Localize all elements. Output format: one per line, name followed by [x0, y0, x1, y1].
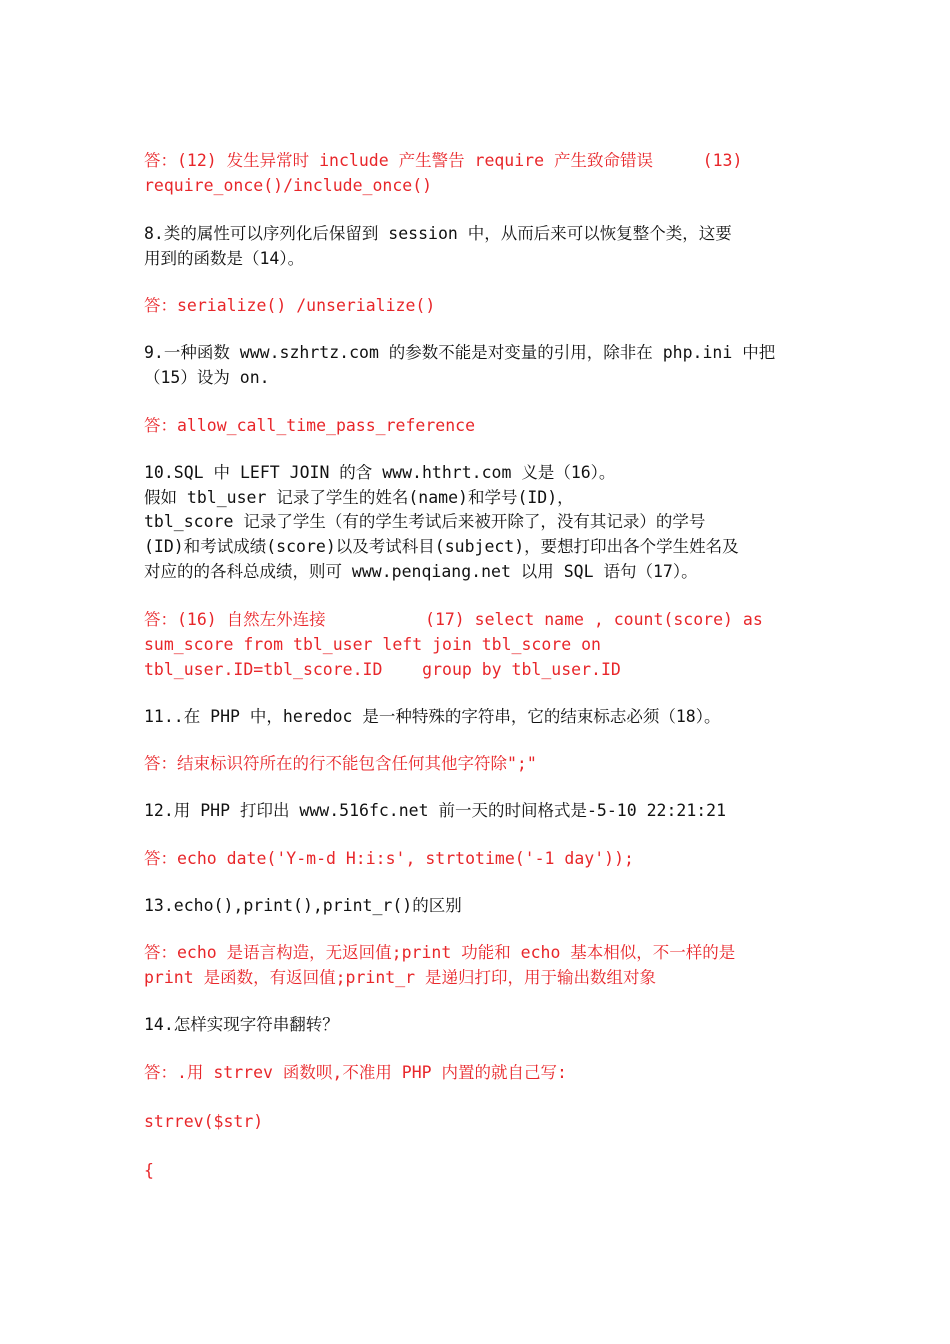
question-12: 12.用 PHP 打印出 www.516fc.net 前一天的时间格式是-5-10 22:21:21	[144, 801, 727, 820]
code-line-function: strrev($str)	[144, 1112, 264, 1131]
answer-14: 答：serialize() /unserialize()	[144, 296, 436, 315]
code-line-brace: {	[144, 1161, 154, 1180]
question-10-line-5: 对应的的各科总成绩，则可 www.penqiang.net 以用 SQL 语句（17）。	[144, 562, 698, 581]
question-10-line-4: (ID)和考试成绩(score)以及考试科目(subject)，要想打印出各个学生姓名及	[144, 537, 739, 556]
question-8-line-2: 用到的函数是（14）。	[144, 249, 305, 268]
answer-16-17-line-1: 答：(16) 自然左外连接 (17) select name , count(score) as	[144, 610, 763, 629]
answer-12-13-line-1: 答：(12) 发生异常时 include 产生警告 require 产生致命错误 (13)	[144, 151, 743, 170]
answer-16-17-line-3: tbl_user.ID=tbl_score.ID group by tbl_user.ID	[144, 660, 621, 679]
question-11: 11..在 PHP 中，heredoc 是一种特殊的字符串，它的结束标志必须（18）。	[144, 707, 721, 726]
answer-12-13-line-2: require_once()/include_once()	[144, 176, 433, 195]
answer-13-line-1: 答：echo 是语言构造，无返回值;print 功能和 echo 基本相似，不一样的是	[144, 943, 736, 962]
question-10-line-3: tbl_score 记录了学生（有的学生考试后来被开除了，没有其记录）的学号	[144, 512, 706, 531]
answer-13-line-2: print 是函数，有返回值;print_r 是递归打印，用于输出数组对象	[144, 968, 657, 987]
question-13: 13.echo(),print(),print_r()的区别	[144, 896, 462, 915]
question-8-line-1: 8.类的属性可以序列化后保留到 session 中，从而后来可以恢复整个类，这要	[144, 224, 732, 243]
question-14: 14.怎样实现字符串翻转？	[144, 1015, 339, 1034]
question-9-line-2: （15）设为 on.	[144, 368, 270, 387]
answer-14-intro: 答：.用 strrev 函数呗,不准用 PHP 内置的就自己写:	[144, 1063, 567, 1082]
answer-16-17-line-2: sum_score from tbl_user left join tbl_score on	[144, 635, 601, 654]
answer-12: 答：echo date('Y-m-d H:i:s', strtotime('-1 day'));	[144, 849, 634, 868]
answer-15: 答：allow_call_time_pass_reference	[144, 416, 476, 435]
question-9-line-1: 9.一种函数 www.szhrtz.com 的参数不能是对变量的引用，除非在 php.ini 中把	[144, 343, 776, 362]
question-10-line-1: 10.SQL 中 LEFT JOIN 的含 www.hthrt.com 义是（16）。	[144, 463, 616, 482]
answer-18: 答：结束标识符所在的行不能包含任何其他字符除";"	[144, 754, 537, 773]
question-10-line-2: 假如 tbl_user 记录了学生的姓名(name)和学号(ID)，	[144, 488, 574, 507]
